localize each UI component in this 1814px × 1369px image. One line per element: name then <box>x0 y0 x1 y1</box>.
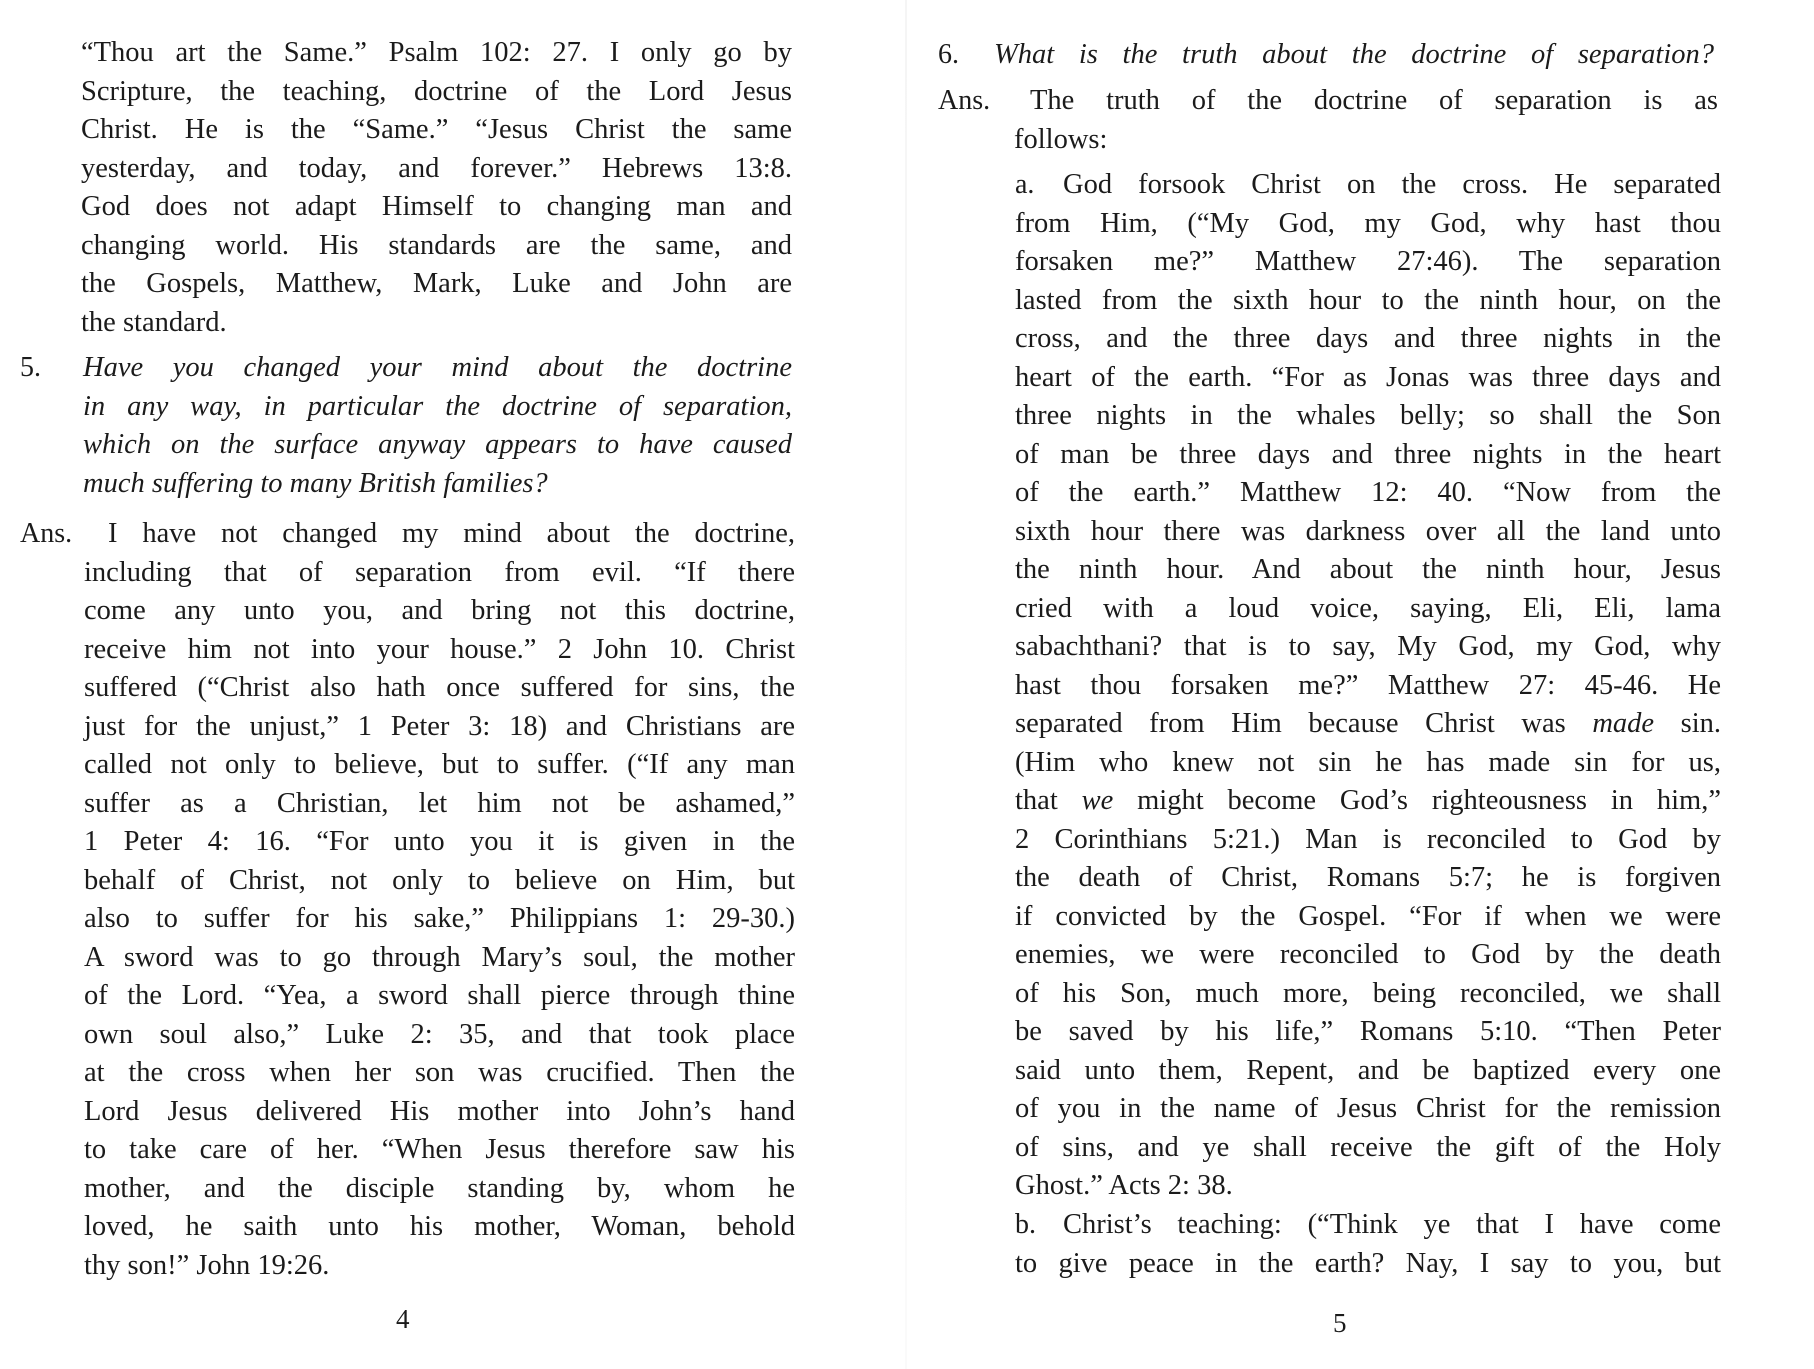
point-b <box>1009 1206 1721 1283</box>
text-line: cried with a loud voice, saying, Eli, Eli, lama <box>1015 592 1721 624</box>
text-line: the Gospels, Matthew, Mark, Luke and John are <box>81 268 792 299</box>
text-line: 2 Corinthians 5:21.) Man is reconciled to God by <box>1015 823 1721 855</box>
answer-5-label: Ans. <box>20 518 73 549</box>
text-line: the standard. <box>81 306 227 338</box>
point-b-body <box>1015 1245 1721 1284</box>
text-line: of you in the name of Jesus Christ for the remission <box>1015 1093 1721 1124</box>
right-page <box>930 0 1814 1369</box>
text-line: of his Son, much more, being reconciled, we shall <box>1015 977 1721 1009</box>
text-line: Ghost.” Acts 2: 38. <box>1015 1170 1233 1201</box>
point-a-first-line: God forsook Christ on the cross. He separated <box>1063 169 1721 200</box>
text-line: if convicted by the Gospel. “For if when we were <box>1015 900 1721 932</box>
text-line: suffered (“Christ also hath once suffered for sins, the <box>84 672 795 703</box>
continuation-paragraph <box>81 34 792 342</box>
text-line: which on the surface anyway appears to have caused <box>83 429 792 460</box>
left-page <box>0 0 880 1369</box>
page-number-left: 4 <box>396 1304 410 1334</box>
text-line: the death of Christ, Romans 5:7; he is forgiven <box>1015 862 1721 893</box>
answer-6-second-line: follows: <box>1014 123 1108 155</box>
text-line: receive him not into your house.” 2 John 10. Christ <box>84 633 795 665</box>
text-line: “Thou art the Same.” Psalm 102: 27. I only go by <box>81 37 792 68</box>
text-line: in any way, in particular the doctrine of separation, <box>83 390 792 422</box>
point-a-body <box>1015 205 1721 1206</box>
text-line: from Him, (“My God, my God, why hast thou <box>1015 207 1721 239</box>
text-line: sabachthani? that is to say, My God, my God, why <box>1015 631 1721 662</box>
text-line: separated from Him because Christ was made sin. <box>1015 708 1722 739</box>
text-line: changing world. His standards are the same, and <box>81 229 792 261</box>
book-gutter <box>905 0 907 1369</box>
text-line: sixth hour there was darkness over all the land unto <box>1015 515 1721 547</box>
question-5 <box>20 349 792 503</box>
text-line: called not only to believe, but to suffer. (“If any man <box>84 749 795 780</box>
text-line: Have you changed your mind about the doctrine <box>83 352 792 383</box>
page-number-right: 5 <box>1333 1308 1347 1338</box>
text-line: A sword was to go through Mary’s soul, the mother <box>84 941 795 973</box>
question-5-number: 5. <box>20 352 41 383</box>
continuation-lines <box>81 34 792 342</box>
text-line: at the cross when her son was crucified. Then the <box>84 1057 795 1088</box>
text-line: own soul also,” Luke 2: 35, and that took place <box>84 1018 795 1050</box>
question-5-text <box>83 349 792 503</box>
text-line: thy son!” John 19:26. <box>84 1249 330 1281</box>
answer-6-label: Ans. <box>938 85 991 116</box>
text-line: loved, he saith unto his mother, Woman, behold <box>84 1211 795 1242</box>
text-line: forsaken me?” Matthew 27:46). The separation <box>1015 246 1721 277</box>
point-a-marker: a. <box>1015 169 1035 200</box>
text-line: much suffering to many British families? <box>83 467 548 499</box>
text-line: Christ. He is the “Same.” “Jesus Christ the same <box>81 114 792 145</box>
text-line: three nights in the whales belly; so shall the Son <box>1015 400 1721 431</box>
question-6-number: 6. <box>938 39 959 70</box>
text-line: of the earth.” Matthew 12: 40. “Now from the <box>1015 477 1721 508</box>
text-line: come any unto you, and bring not this doctrine, <box>84 595 795 626</box>
text-line: be saved by his life,” Romans 5:10. “Then Peter <box>1015 1016 1721 1047</box>
text-line: that we might become God’s righteousness in him,” <box>1015 785 1721 816</box>
text-line: Lord Jesus delivered His mother into John’s hand <box>84 1095 795 1127</box>
question-6 <box>938 36 1714 75</box>
question-6-text: What is the truth about the doctrine of separation? <box>994 39 1714 70</box>
text-line: to take care of her. “When Jesus therefore saw his <box>84 1134 795 1165</box>
text-line: mother, and the disciple standing by, whom he <box>84 1172 795 1204</box>
text-line: just for the unjust,” 1 Peter 3: 18) and Christians are <box>84 710 795 742</box>
text-line: yesterday, and today, and forever.” Hebrews 13:8. <box>81 152 792 184</box>
answer-5 <box>20 515 795 1285</box>
text-line: of man be three days and three nights in the heart <box>1015 438 1721 470</box>
text-line: the ninth hour. And about the ninth hour, Jesus <box>1015 554 1721 585</box>
text-line: including that of separation from evil. “If there <box>84 556 795 588</box>
text-line: of the Lord. “Yea, a sword shall pierce through thine <box>84 980 795 1011</box>
point-b-first-line: Christ’s teaching: (“Think ye that I have come <box>1063 1209 1721 1240</box>
answer-5-first-line: I have not changed my mind about the doctrine, <box>108 518 795 549</box>
text-line: Scripture, the teaching, doctrine of the Lord Jesus <box>81 75 792 107</box>
answer-6-first-line: The truth of the doctrine of separation is as <box>1030 85 1718 116</box>
answer-6 <box>938 82 1718 159</box>
text-line: lasted from the sixth hour to the ninth hour, on the <box>1015 284 1721 316</box>
text-line: enemies, we were reconciled to God by the death <box>1015 939 1721 970</box>
text-line: to give peace in the earth? Nay, I say to you, but <box>1015 1247 1721 1279</box>
text-line: said unto them, Repent, and be baptized every one <box>1015 1054 1721 1086</box>
text-line: behalf of Christ, not only to believe on Him, but <box>84 864 795 896</box>
text-line: God does not adapt Himself to changing man and <box>81 191 792 222</box>
text-line: (Him who knew not sin he has made sin for us, <box>1015 746 1721 778</box>
point-b-marker: b. <box>1015 1209 1036 1240</box>
text-line: 1 Peter 4: 16. “For unto you it is given in the <box>84 826 795 857</box>
text-line: of sins, and ye shall receive the gift of the Holy <box>1015 1131 1721 1163</box>
text-line: also to suffer for his sake,” Philippians 1: 29-30.) <box>84 903 795 934</box>
answer-5-body <box>84 554 795 1286</box>
text-line: suffer as a Christian, let him not be ashamed,” <box>84 787 795 819</box>
text-line: cross, and the three days and three nights in the <box>1015 323 1721 354</box>
text-line: heart of the earth. “For as Jonas was three days and <box>1015 361 1721 393</box>
text-line: hast thou forsaken me?” Matthew 27: 45-46. He <box>1015 669 1721 701</box>
point-a <box>1009 166 1721 1206</box>
